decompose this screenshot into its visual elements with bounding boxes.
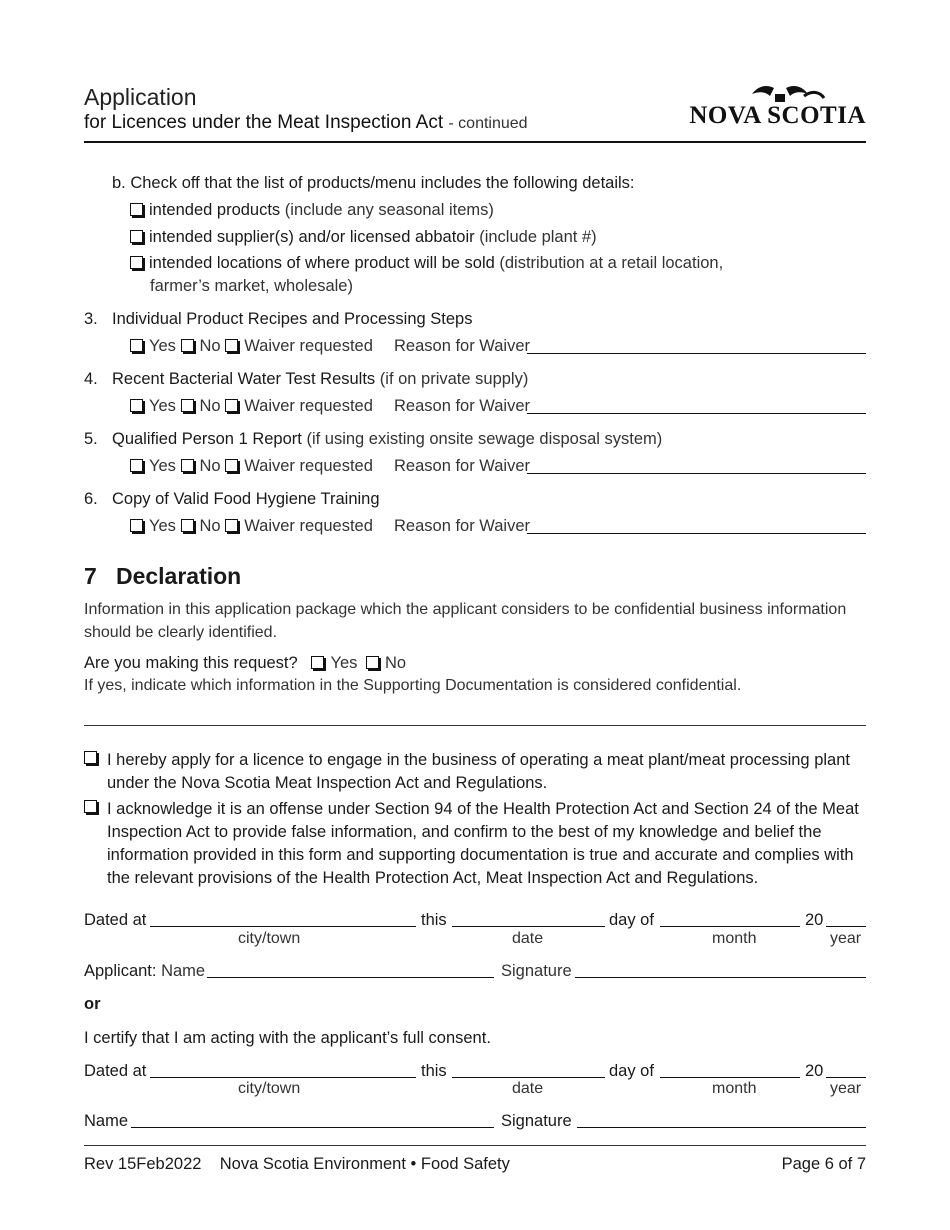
this-label: this [421, 1062, 447, 1080]
item-note: (if on private supply) [379, 370, 529, 388]
month-caption: month [712, 930, 757, 947]
name-label: Name [84, 1112, 129, 1130]
date-field[interactable] [452, 1063, 605, 1078]
year-field[interactable] [826, 912, 866, 927]
declaration-intro: Information in this application package which the applicant considers to be confidential business information should be clearly identified. [84, 601, 847, 641]
section-number: 7 [84, 563, 97, 589]
question-text: Are you making this request? [84, 654, 298, 672]
item-title: Qualified Person 1 Report [112, 430, 302, 448]
item-note: (include plant #) [479, 228, 597, 246]
apply-statement: I hereby apply for a licence to engage in the business of operating a meat plant/meat processing plant under the Nova Scotia Meat Inspection Act and Regulations. [107, 751, 850, 792]
acknowledge-checkbox[interactable] [84, 798, 103, 817]
applicant-signature-field[interactable] [575, 963, 866, 978]
footer-rule [84, 1145, 866, 1146]
or-label: or [84, 995, 101, 1013]
signature-label: Signature [501, 1112, 572, 1130]
reason-label: Reason for Waiver [394, 457, 531, 475]
no-label: No [384, 654, 407, 672]
applicant-label: Applicant: [84, 962, 157, 980]
yes-label: Yes [149, 517, 176, 535]
signature-label: Signature [501, 962, 572, 980]
item-note: (distribution at a retail location, [499, 254, 724, 272]
logo-text: NOVA SCOTIA [689, 102, 866, 129]
item-options [130, 457, 373, 476]
item-label: intended locations of where product will be sold [149, 254, 495, 272]
section-heading [84, 563, 241, 590]
yes-label: Yes [149, 397, 176, 415]
this-label: this [421, 911, 447, 929]
applicant-row [84, 962, 205, 981]
year-caption: year [830, 930, 862, 947]
yes-checkbox[interactable] [130, 399, 143, 412]
item-title: Recent Bacterial Water Test Results [112, 370, 376, 388]
item-title: Individual Product Recipes and Processing Steps [112, 310, 473, 328]
reason-field[interactable] [527, 339, 866, 354]
item-number: 5. [84, 430, 98, 448]
item-note: (if using existing onsite sewage disposal system) [306, 430, 663, 448]
reason-label: Reason for Waiver [394, 397, 531, 415]
year-field[interactable] [826, 1063, 866, 1078]
waiver-checkbox[interactable] [225, 459, 238, 472]
confidential-info-line[interactable] [84, 725, 866, 726]
month-field[interactable] [660, 912, 800, 927]
day-of-label: day of [609, 911, 654, 929]
city-caption: city/town [238, 930, 301, 947]
subtitle-text: for Licences under the Meat Inspection Act [84, 112, 444, 133]
reason-field[interactable] [527, 459, 866, 474]
waiver-label: Waiver requested [244, 517, 373, 535]
reason-field[interactable] [527, 519, 866, 534]
yes-label: Yes [330, 654, 358, 672]
item-heading [112, 310, 472, 329]
waiver-checkbox[interactable] [225, 399, 238, 412]
no-label: No [199, 517, 221, 535]
checklist-item [130, 254, 723, 273]
item-number: 6. [84, 490, 98, 508]
page-number: Page 6 of 7 [781, 1155, 866, 1173]
date-caption: date [512, 930, 544, 947]
checkbox[interactable] [130, 230, 143, 243]
revision-label: Rev 15Feb2022 [84, 1155, 202, 1173]
apply-checkbox[interactable] [84, 749, 103, 768]
no-checkbox[interactable] [181, 339, 194, 352]
footer-left [84, 1155, 510, 1174]
item-label: intended products [149, 201, 281, 219]
waiver-label: Waiver requested [244, 337, 373, 355]
checkbox[interactable] [130, 256, 143, 269]
century-label: 20 [805, 1062, 824, 1080]
city-field[interactable] [150, 912, 416, 927]
yes-checkbox[interactable] [311, 656, 324, 669]
city-caption: city/town [238, 1080, 301, 1097]
item-number: 4. [84, 370, 98, 388]
name-field[interactable] [131, 1113, 494, 1128]
yes-checkbox[interactable] [130, 339, 143, 352]
document-title: Application [84, 84, 197, 110]
no-label: No [199, 397, 221, 415]
yes-checkbox[interactable] [130, 519, 143, 532]
item-number: 3. [84, 310, 98, 328]
reason-label: Reason for Waiver [394, 337, 531, 355]
no-checkbox[interactable] [181, 519, 194, 532]
yes-checkbox[interactable] [130, 459, 143, 472]
nova-scotia-logo [686, 82, 866, 132]
waiver-label: Waiver requested [244, 457, 373, 475]
item-options [130, 397, 373, 416]
applicant-name-field[interactable] [207, 963, 494, 978]
checkbox[interactable] [130, 203, 143, 216]
name-label: Name [161, 962, 206, 980]
date-field[interactable] [452, 912, 605, 927]
reason-field[interactable] [527, 399, 866, 414]
month-field[interactable] [660, 1063, 800, 1078]
acknowledge-statement: I acknowledge it is an offense under Section 94 of the Health Protection Act and Section 24 of the Meat Inspection Act to provide false information, and confirm to the best of my knowledge and belief the information provided in this form and supporting documentation is true and accurate and complies with the relevant provisions of the Health Protection Act, Meat Inspection Act and Regulations. [107, 800, 859, 887]
no-label: No [199, 457, 221, 475]
dated-at-label: Dated at [84, 1062, 147, 1080]
item-options [130, 337, 373, 356]
item-options [130, 517, 373, 536]
item-title: Copy of Valid Food Hygiene Training [112, 490, 380, 508]
checkbox[interactable] [84, 751, 97, 764]
checklist-heading: b. Check off that the list of products/menu includes the following details: [112, 174, 635, 192]
item-note-continued: farmer’s market, wholesale) [150, 277, 353, 295]
day-of-label: day of [609, 1062, 654, 1080]
century-label: 20 [805, 911, 824, 929]
header-rule [84, 141, 866, 143]
item-heading [112, 430, 662, 449]
section-title: Declaration [115, 563, 242, 589]
item-heading [112, 370, 528, 389]
waiver-checkbox[interactable] [225, 339, 238, 352]
no-checkbox[interactable] [181, 399, 194, 412]
signature-field[interactable] [577, 1113, 866, 1128]
yes-label: Yes [149, 457, 176, 475]
document-subtitle [84, 112, 528, 134]
no-checkbox[interactable] [366, 656, 379, 669]
no-checkbox[interactable] [181, 459, 194, 472]
confidential-question [84, 654, 406, 673]
item-note: (include any seasonal items) [284, 201, 494, 219]
checklist-item [130, 228, 597, 247]
checklist-item [130, 201, 494, 220]
if-yes-text: If yes, indicate which information in the Supporting Documentation is considered confidential. [84, 677, 742, 694]
waiver-checkbox[interactable] [225, 519, 238, 532]
year-caption: year [830, 1080, 862, 1097]
city-field[interactable] [150, 1063, 416, 1078]
organization-label: Nova Scotia Environment • Food Safety [219, 1155, 510, 1173]
checkbox[interactable] [84, 800, 97, 813]
dated-at-label: Dated at [84, 911, 147, 929]
date-caption: date [512, 1080, 544, 1097]
no-label: No [199, 337, 221, 355]
continued-label: - continued [448, 115, 528, 132]
yes-label: Yes [149, 337, 176, 355]
reason-label: Reason for Waiver [394, 517, 531, 535]
item-label: intended supplier(s) and/or licensed abbatoir [149, 228, 475, 246]
certify-statement: I certify that I am acting with the applicant’s full consent. [84, 1029, 491, 1047]
waiver-label: Waiver requested [244, 397, 373, 415]
month-caption: month [712, 1080, 757, 1097]
item-heading [112, 490, 380, 509]
